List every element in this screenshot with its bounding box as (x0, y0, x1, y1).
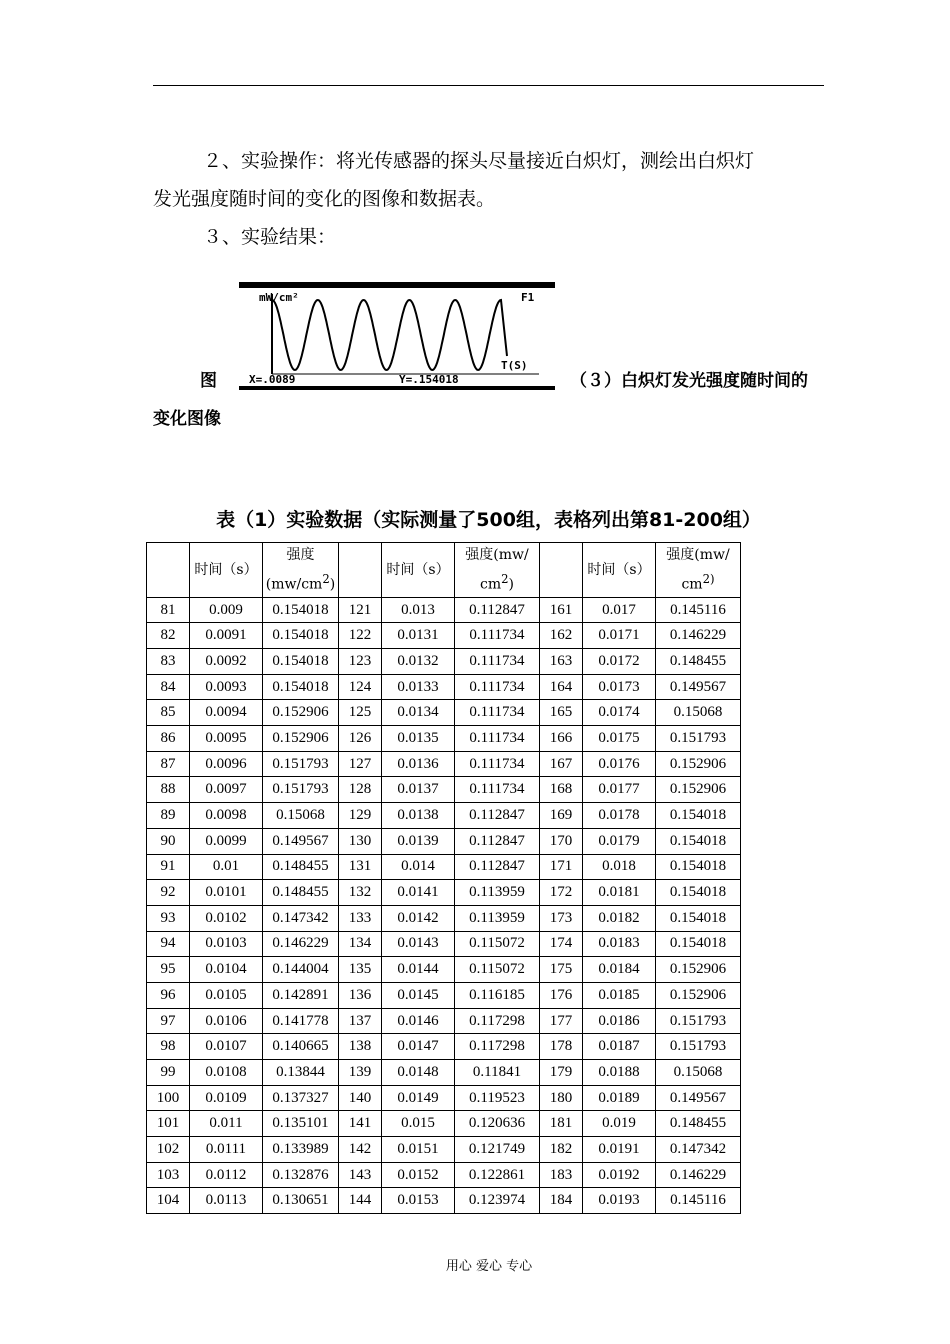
cell-intensity: 0.111734 (455, 674, 540, 700)
cell-time: 0.0188 (583, 1060, 656, 1086)
cell-intensity: 0.111734 (455, 751, 540, 777)
cell-index: 122 (339, 623, 382, 649)
cell-index: 86 (147, 726, 190, 752)
header-time: 时间（s） (190, 543, 263, 598)
cell-index: 173 (540, 905, 583, 931)
cell-time: 0.0193 (583, 1188, 656, 1214)
cell-time: 0.0112 (190, 1162, 263, 1188)
graph-y-readout: Y=.154018 (399, 373, 459, 386)
cell-intensity: 0.151793 (656, 1034, 741, 1060)
cell-intensity: 0.121749 (455, 1137, 540, 1163)
cell-intensity: 0.112847 (455, 803, 540, 829)
table-row (147, 1162, 741, 1188)
table-row (147, 700, 741, 726)
cell-index: 176 (540, 982, 583, 1008)
cell-intensity: 0.151793 (656, 726, 741, 752)
cell-index: 167 (540, 751, 583, 777)
cell-time: 0.0143 (382, 931, 455, 957)
cell-index: 85 (147, 700, 190, 726)
header-sup: 2 (501, 572, 509, 586)
cell-intensity: 0.112847 (455, 597, 540, 623)
cell-index: 98 (147, 1034, 190, 1060)
cell-index: 164 (540, 674, 583, 700)
table-row (147, 828, 741, 854)
header-text: 强度(mw/ (465, 547, 529, 563)
header-text: cm (479, 576, 502, 593)
cell-intensity: 0.111734 (455, 726, 540, 752)
paragraph-line: 发光强度随时间的变化的图像和数据表。 (153, 188, 496, 210)
cell-intensity: 0.112847 (455, 854, 540, 880)
cell-intensity: 0.115072 (455, 931, 540, 957)
cell-time: 0.0192 (583, 1162, 656, 1188)
cell-index: 161 (540, 597, 583, 623)
cell-index: 88 (147, 777, 190, 803)
cell-intensity: 0.149567 (263, 828, 339, 854)
table-row (147, 1137, 741, 1163)
cell-intensity: 0.147342 (656, 1137, 741, 1163)
cell-index: 91 (147, 854, 190, 880)
cell-index: 90 (147, 828, 190, 854)
cell-time: 0.0179 (583, 828, 656, 854)
cell-time: 0.0141 (382, 880, 455, 906)
cell-time: 0.0145 (382, 982, 455, 1008)
cell-index: 124 (339, 674, 382, 700)
cell-index: 84 (147, 674, 190, 700)
cell-index: 165 (540, 700, 583, 726)
cell-time: 0.0186 (583, 1008, 656, 1034)
cell-intensity: 0.15068 (656, 1060, 741, 1086)
cell-time: 0.0094 (190, 700, 263, 726)
cell-time: 0.0104 (190, 957, 263, 983)
table-row (147, 880, 741, 906)
cell-time: 0.0097 (190, 777, 263, 803)
cell-index: 123 (339, 649, 382, 675)
cell-time: 0.015 (382, 1111, 455, 1137)
table-row (147, 905, 741, 931)
cell-index: 184 (540, 1188, 583, 1214)
cell-time: 0.0177 (583, 777, 656, 803)
cell-index: 170 (540, 828, 583, 854)
cell-time: 0.0137 (382, 777, 455, 803)
cell-index: 179 (540, 1060, 583, 1086)
cell-index: 163 (540, 649, 583, 675)
header-text: 强度 (286, 547, 315, 563)
cell-time: 0.019 (583, 1111, 656, 1137)
cell-time: 0.009 (190, 597, 263, 623)
cell-index: 92 (147, 880, 190, 906)
cell-index: 137 (339, 1008, 382, 1034)
data-table (146, 542, 741, 1214)
cell-index: 94 (147, 931, 190, 957)
header-sup: 2) (702, 572, 715, 586)
cell-time: 0.0135 (382, 726, 455, 752)
cell-time: 0.0099 (190, 828, 263, 854)
table-body (147, 597, 741, 1214)
cell-intensity: 0.154018 (656, 828, 741, 854)
cell-time: 0.0149 (382, 1085, 455, 1111)
cell-intensity: 0.132876 (263, 1162, 339, 1188)
cell-time: 0.0102 (190, 905, 263, 931)
graph-top-bar (239, 282, 555, 288)
cell-index: 169 (540, 803, 583, 829)
cell-time: 0.0139 (382, 828, 455, 854)
cell-intensity: 0.111734 (455, 649, 540, 675)
cell-index: 132 (339, 880, 382, 906)
cell-time: 0.014 (382, 854, 455, 880)
cell-time: 0.0176 (583, 751, 656, 777)
experiment-operation-paragraph (153, 142, 825, 218)
cell-time: 0.0136 (382, 751, 455, 777)
header-text: (mw/cm (265, 576, 323, 593)
cell-index: 181 (540, 1111, 583, 1137)
cell-intensity: 0.11841 (455, 1060, 540, 1086)
cell-time: 0.0182 (583, 905, 656, 931)
table-row (147, 674, 741, 700)
cell-intensity: 0.152906 (656, 777, 741, 803)
cell-time: 0.018 (583, 854, 656, 880)
header-index (147, 543, 190, 598)
cell-intensity: 0.148455 (263, 854, 339, 880)
graph-svg (239, 282, 555, 392)
table-row (147, 777, 741, 803)
cell-intensity: 0.152906 (263, 726, 339, 752)
table-row (147, 1085, 741, 1111)
cell-time: 0.0113 (190, 1188, 263, 1214)
figure-caption-prefix: 图 (200, 371, 217, 391)
cell-intensity: 0.15068 (263, 803, 339, 829)
header-text: ) (508, 576, 514, 593)
cell-time: 0.0189 (583, 1085, 656, 1111)
cell-time: 0.0107 (190, 1034, 263, 1060)
cell-index: 128 (339, 777, 382, 803)
table-row (147, 623, 741, 649)
cell-time: 0.0185 (583, 982, 656, 1008)
cell-index: 143 (339, 1162, 382, 1188)
cell-intensity: 0.146229 (263, 931, 339, 957)
cell-index: 139 (339, 1060, 382, 1086)
cell-index: 141 (339, 1111, 382, 1137)
cell-intensity: 0.13844 (263, 1060, 339, 1086)
page-footer: 用心 爱心 专心 (445, 1259, 533, 1274)
cell-time: 0.0108 (190, 1060, 263, 1086)
cell-index: 171 (540, 854, 583, 880)
cell-index: 174 (540, 931, 583, 957)
cell-index: 180 (540, 1085, 583, 1111)
cell-index: 125 (339, 700, 382, 726)
cell-time: 0.0174 (583, 700, 656, 726)
cell-intensity: 0.151793 (263, 777, 339, 803)
cell-time: 0.0132 (382, 649, 455, 675)
figure-caption-main: （３）白炽灯发光强度随时间的 (570, 371, 808, 391)
cell-intensity: 0.135101 (263, 1111, 339, 1137)
cell-time: 0.0111 (190, 1137, 263, 1163)
cell-index: 142 (339, 1137, 382, 1163)
cell-intensity: 0.149567 (656, 674, 741, 700)
cell-index: 97 (147, 1008, 190, 1034)
cell-index: 168 (540, 777, 583, 803)
cell-time: 0.0095 (190, 726, 263, 752)
cell-time: 0.0091 (190, 623, 263, 649)
cell-index: 101 (147, 1111, 190, 1137)
cell-time: 0.0178 (583, 803, 656, 829)
cell-intensity: 0.148455 (656, 649, 741, 675)
cell-time: 0.0138 (382, 803, 455, 829)
cell-time: 0.0109 (190, 1085, 263, 1111)
cell-index: 133 (339, 905, 382, 931)
cell-intensity: 0.152906 (263, 700, 339, 726)
cell-time: 0.0103 (190, 931, 263, 957)
cell-intensity: 0.154018 (656, 880, 741, 906)
cell-index: 175 (540, 957, 583, 983)
cell-time: 0.013 (382, 597, 455, 623)
cell-intensity: 0.146229 (656, 623, 741, 649)
cell-time: 0.0134 (382, 700, 455, 726)
cell-index: 166 (540, 726, 583, 752)
cell-index: 81 (147, 597, 190, 623)
cell-index: 99 (147, 1060, 190, 1086)
cell-time: 0.0181 (583, 880, 656, 906)
header-text: ) (329, 576, 336, 593)
cell-intensity: 0.111734 (455, 777, 540, 803)
cell-intensity: 0.130651 (263, 1188, 339, 1214)
cell-intensity: 0.117298 (455, 1034, 540, 1060)
cell-index: 121 (339, 597, 382, 623)
experiment-result-heading: ３、实验结果： (203, 226, 337, 248)
cell-index: 104 (147, 1188, 190, 1214)
cell-index: 131 (339, 854, 382, 880)
cell-index: 126 (339, 726, 382, 752)
table-row (147, 1008, 741, 1034)
table-row (147, 854, 741, 880)
header-text: 强度(mw/ (666, 547, 730, 563)
graph-x-axis-label: T(S) (501, 359, 528, 372)
cell-intensity: 0.140665 (263, 1034, 339, 1060)
cell-time: 0.0146 (382, 1008, 455, 1034)
cell-time: 0.0096 (190, 751, 263, 777)
table-header-row (147, 543, 741, 598)
cell-time: 0.0144 (382, 957, 455, 983)
cell-time: 0.0153 (382, 1188, 455, 1214)
table-row (147, 803, 741, 829)
cell-intensity: 0.152906 (656, 982, 741, 1008)
cell-time: 0.0098 (190, 803, 263, 829)
cell-intensity: 0.149567 (656, 1085, 741, 1111)
cell-index: 178 (540, 1034, 583, 1060)
cell-intensity: 0.154018 (656, 854, 741, 880)
cell-intensity: 0.154018 (263, 597, 339, 623)
cell-intensity: 0.154018 (263, 674, 339, 700)
cell-intensity: 0.115072 (455, 957, 540, 983)
cell-intensity: 0.119523 (455, 1085, 540, 1111)
graph-y-axis-label: mW/cm² (259, 291, 299, 304)
table-row (147, 957, 741, 983)
cell-intensity: 0.15068 (656, 700, 741, 726)
cell-intensity: 0.154018 (656, 931, 741, 957)
cell-intensity: 0.154018 (263, 649, 339, 675)
cell-index: 103 (147, 1162, 190, 1188)
cell-index: 82 (147, 623, 190, 649)
cell-time: 0.0148 (382, 1060, 455, 1086)
cell-intensity: 0.141778 (263, 1008, 339, 1034)
cell-intensity: 0.117298 (455, 1008, 540, 1034)
cell-intensity: 0.154018 (656, 803, 741, 829)
table-row (147, 751, 741, 777)
cell-time: 0.0187 (583, 1034, 656, 1060)
cell-index: 136 (339, 982, 382, 1008)
header-text: cm (681, 576, 703, 593)
table-row (147, 1034, 741, 1060)
cell-time: 0.011 (190, 1111, 263, 1137)
graph-corner-label: F1 (521, 291, 535, 304)
header-sup: 2 (322, 572, 330, 586)
cell-intensity: 0.154018 (656, 905, 741, 931)
cell-index: 130 (339, 828, 382, 854)
cell-time: 0.0106 (190, 1008, 263, 1034)
table-title: 表（1）实验数据（实际测量了500组，表格列出第81-200组） (216, 509, 761, 531)
cell-index: 134 (339, 931, 382, 957)
cell-time: 0.0151 (382, 1137, 455, 1163)
cell-time: 0.0142 (382, 905, 455, 931)
cell-index: 100 (147, 1085, 190, 1111)
cell-intensity: 0.122861 (455, 1162, 540, 1188)
cell-index: 162 (540, 623, 583, 649)
cell-intensity: 0.116185 (455, 982, 540, 1008)
cell-intensity: 0.142891 (263, 982, 339, 1008)
header-intensity (455, 543, 540, 598)
cell-intensity: 0.112847 (455, 828, 540, 854)
cell-intensity: 0.154018 (263, 623, 339, 649)
cell-index: 87 (147, 751, 190, 777)
cell-intensity: 0.145116 (656, 597, 741, 623)
table-row (147, 982, 741, 1008)
cell-intensity: 0.151793 (263, 751, 339, 777)
cell-intensity: 0.151793 (656, 1008, 741, 1034)
table-row (147, 931, 741, 957)
cell-intensity: 0.145116 (656, 1188, 741, 1214)
cell-index: 140 (339, 1085, 382, 1111)
table-row (147, 1111, 741, 1137)
cell-time: 0.0105 (190, 982, 263, 1008)
cell-time: 0.01 (190, 854, 263, 880)
header-time: 时间（s） (583, 543, 656, 598)
cell-time: 0.0101 (190, 880, 263, 906)
cell-time: 0.0184 (583, 957, 656, 983)
cell-intensity: 0.111734 (455, 623, 540, 649)
cell-intensity: 0.152906 (656, 957, 741, 983)
header-index (339, 543, 382, 598)
cell-index: 129 (339, 803, 382, 829)
cell-time: 0.0171 (583, 623, 656, 649)
header-rule (153, 85, 824, 86)
light-intensity-graph (239, 282, 555, 392)
header-time: 时间（s） (382, 543, 455, 598)
cell-index: 135 (339, 957, 382, 983)
cell-intensity: 0.144004 (263, 957, 339, 983)
cell-intensity: 0.152906 (656, 751, 741, 777)
cell-time: 0.0172 (583, 649, 656, 675)
cell-index: 182 (540, 1137, 583, 1163)
cell-index: 102 (147, 1137, 190, 1163)
cell-index: 183 (540, 1162, 583, 1188)
cell-time: 0.0131 (382, 623, 455, 649)
cell-intensity: 0.113959 (455, 905, 540, 931)
table-row (147, 726, 741, 752)
figure-caption-continued: 变化图像 (153, 409, 221, 429)
table-row (147, 1188, 741, 1214)
header-index (540, 543, 583, 598)
header-intensity (656, 543, 741, 598)
table-row (147, 1060, 741, 1086)
cell-time: 0.017 (583, 597, 656, 623)
graph-x-readout: X=.0089 (249, 373, 296, 386)
cell-intensity: 0.148455 (263, 880, 339, 906)
cell-intensity: 0.146229 (656, 1162, 741, 1188)
cell-index: 83 (147, 649, 190, 675)
cell-intensity: 0.120636 (455, 1111, 540, 1137)
cell-index: 177 (540, 1008, 583, 1034)
cell-index: 93 (147, 905, 190, 931)
header-intensity (263, 543, 339, 598)
cell-intensity: 0.148455 (656, 1111, 741, 1137)
cell-intensity: 0.111734 (455, 700, 540, 726)
cell-time: 0.0152 (382, 1162, 455, 1188)
paragraph-line: ２、实验操作：将光传感器的探头尽量接近白炽灯，测绘出白炽灯 (203, 150, 755, 172)
cell-intensity: 0.133989 (263, 1137, 339, 1163)
cell-time: 0.0175 (583, 726, 656, 752)
cell-time: 0.0092 (190, 649, 263, 675)
cell-index: 144 (339, 1188, 382, 1214)
cell-intensity: 0.147342 (263, 905, 339, 931)
cell-index: 96 (147, 982, 190, 1008)
cell-time: 0.0093 (190, 674, 263, 700)
intensity-waveform (272, 300, 507, 370)
table-row (147, 597, 741, 623)
cell-index: 138 (339, 1034, 382, 1060)
table-row (147, 649, 741, 675)
cell-intensity: 0.123974 (455, 1188, 540, 1214)
cell-intensity: 0.137327 (263, 1085, 339, 1111)
cell-intensity: 0.113959 (455, 880, 540, 906)
cell-index: 89 (147, 803, 190, 829)
cell-time: 0.0133 (382, 674, 455, 700)
cell-index: 172 (540, 880, 583, 906)
cell-time: 0.0147 (382, 1034, 455, 1060)
cell-time: 0.0183 (583, 931, 656, 957)
graph-bottom-bar (239, 386, 555, 390)
cell-time: 0.0173 (583, 674, 656, 700)
cell-index: 127 (339, 751, 382, 777)
cell-index: 95 (147, 957, 190, 983)
cell-time: 0.0191 (583, 1137, 656, 1163)
